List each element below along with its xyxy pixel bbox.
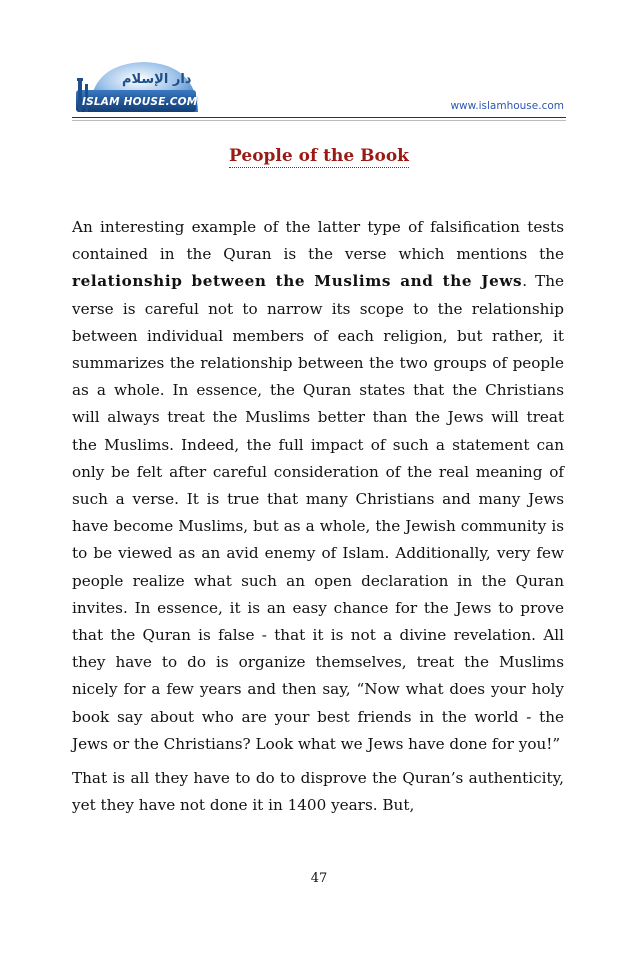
islamhouse-logo [72,52,202,118]
page-title-text: People of the Book [229,146,409,166]
paragraph-2: That is all they have to do to disprove the Quran’s authenticity, yet they have not done it in 1400 years. But, [72,769,564,815]
paragraph-1-before: An interesting example of the latter type of falsification tests contained in the Quran is the verse which mentions the [72,218,564,264]
header-rule-secondary [72,120,566,121]
page-title [0,146,638,166]
paragraph-1-after: . The verse is careful not to narrow its scope to the relationship between individual members of each religion, but rather, it summarizes the relationship between the two groups of people as a whole. In essence, the Quran states that the Christians will always treat the Muslims better than the Jews will treat the Muslims. Indeed, the full impact of such a statement can only be felt after careful consideration of the real meaning of such a verse. It is true that many Christians and many Jews have become Muslims, but as a whole, the Jewish community is to be viewed as an avid enemy of Islam. Additionally, very few people realize what such an open declaration in the Quran invites. In essence, it is an easy chance for the Jews to prove that the Quran is false - that it is not a divine revelation. All they have to do is organize themselves, treat the Muslims nicely for a few years and then say, “Now what does your holy book say about who are your best friends in the world - the Jews or the Christians? Look what we Jews have done for you!” [72,272,564,753]
logo-arabic: دار الإسلام [122,72,192,87]
header-rule [72,117,566,118]
logo-text: ISLAM HOUSE.COM [82,96,198,108]
page-number: 47 [310,871,328,886]
page-header [72,52,566,122]
site-url-link[interactable]: www.islamhouse.com [450,100,564,112]
paragraph-1 [72,214,564,758]
paragraph-1-emphasis: relationship between the Muslims and the Jews [72,272,523,291]
body-text [72,214,564,819]
